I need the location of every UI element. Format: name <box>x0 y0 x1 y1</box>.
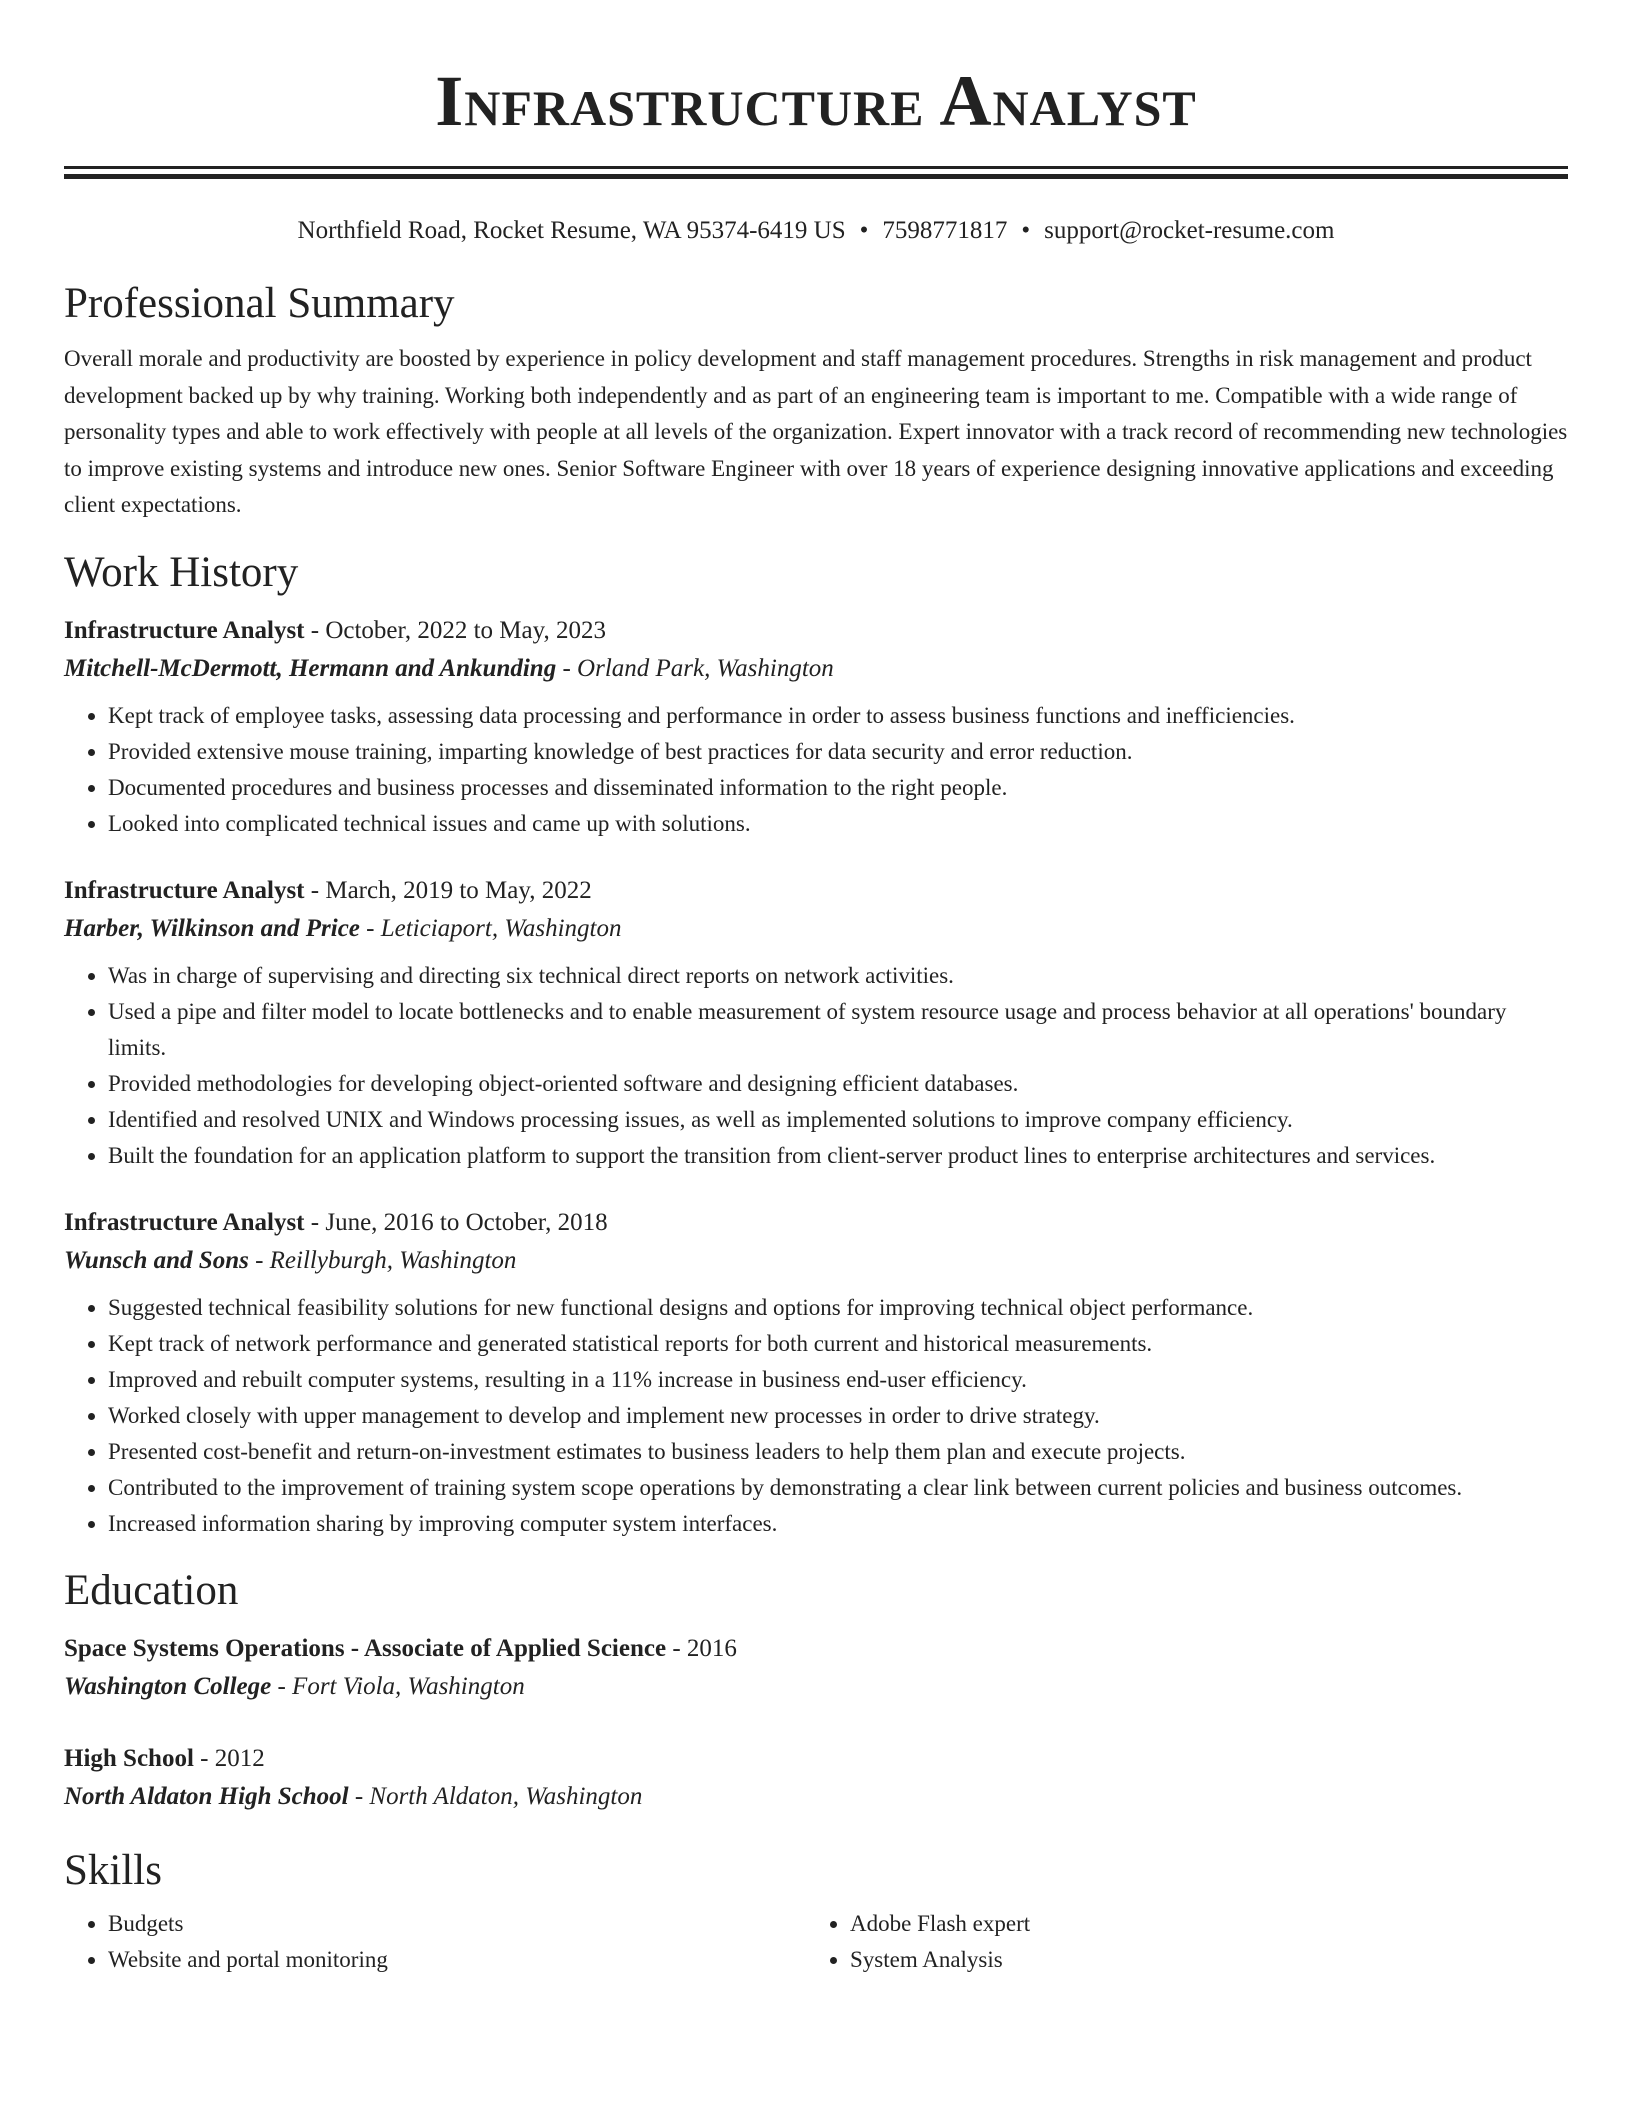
list-item: • Looked into complicated technical issues and came up with solutions. <box>108 806 1568 842</box>
list-item: • Kept track of employee tasks, assessing data processing and performance in order to assess business functions and inefficiencies. <box>108 698 1568 734</box>
skill-item: • Budgets <box>108 1906 806 1942</box>
list-item: • Documented procedures and business processes and disseminated information to the right people. <box>108 770 1568 806</box>
job-dates: - October, 2022 to May, 2023 <box>304 616 607 644</box>
job-location: - Reillyburgh, Washington <box>248 1246 517 1274</box>
list-item: • Built the foundation for an application platform to support the transition from client-server product lines to enterprise architectures and services. <box>108 1138 1568 1174</box>
skills-list-left <box>64 1906 806 1978</box>
job-company: Wunsch and Sons <box>64 1246 249 1274</box>
job-bullets <box>64 698 1568 842</box>
job-location: - Orland Park, Washington <box>556 654 834 682</box>
job-dates: - June, 2016 to October, 2018 <box>304 1208 608 1236</box>
list-item: • Increased information sharing by improving computer system interfaces. <box>108 1506 1568 1542</box>
education-entry <box>64 1630 1568 1706</box>
job-entry <box>64 872 1568 1174</box>
job-title-line <box>64 1204 1568 1242</box>
list-item: • Provided extensive mouse training, imparting knowledge of best practices for data security and error reduction. <box>108 734 1568 770</box>
skill-item: • System Analysis <box>850 1942 1548 1978</box>
education-degree-line <box>64 1630 1568 1668</box>
education-school: North Aldaton High School <box>64 1782 349 1810</box>
job-title-line <box>64 612 1568 650</box>
header-divider-thin <box>64 174 1568 179</box>
list-item: • Used a pipe and filter model to locate bottlenecks and to enable measurement of system resource usage and process behavior at all operations' boundary limits. <box>108 994 1568 1066</box>
contact-address: Northfield Road, Rocket Resume, WA 95374-6419 US <box>297 217 846 244</box>
list-item: • Presented cost-benefit and return-on-investment estimates to business leaders to help them plan and execute projects. <box>108 1434 1568 1470</box>
contact-separator: • <box>859 217 869 244</box>
job-title-line <box>64 872 1568 910</box>
list-item: • Worked closely with upper management to develop and implement new processes in order to drive strategy. <box>108 1398 1568 1434</box>
skills-heading: Skills <box>64 1846 162 1894</box>
contact-separator: • <box>1021 217 1031 244</box>
list-item: • Contributed to the improvement of training system scope operations by demonstrating a clear link between current policies and business outcomes. <box>108 1470 1568 1506</box>
contact-line <box>64 215 1568 247</box>
list-item: • Kept track of network performance and generated statistical reports for both current and historical measurements. <box>108 1326 1568 1362</box>
job-role: Infrastructure Analyst <box>64 616 305 644</box>
list-item: • Suggested technical feasibility solutions for new functional designs and options for improving technical object performance. <box>108 1290 1568 1326</box>
job-location: - Leticiaport, Washington <box>359 914 622 942</box>
skill-item: • Website and portal monitoring <box>108 1942 806 1978</box>
candidate-name: Infrastructure Analyst <box>435 61 1197 141</box>
list-item: • Provided methodologies for developing object-oriented software and designing efficient databases. <box>108 1066 1568 1102</box>
education-year: - 2012 <box>193 1744 265 1772</box>
skill-item: • Adobe Flash expert <box>850 1906 1548 1942</box>
education-heading: Education <box>64 1566 239 1614</box>
job-company: Harber, Wilkinson and Price <box>64 914 360 942</box>
summary-text: Overall morale and productivity are boosted by experience in policy development and staff management procedures. Strengths in risk management and product development backed up by why training. Working both independently and as part of an engineering team is important to me. Compatible with a wide range of personality types and able to work effectively with people at all levels of the organization. Expert innovator with a track record of recommending new technologies to improve existing systems and introduce new ones. Senior Software Engineer with over 18 years of experience designing innovative applications and exceeding client expectations. <box>64 346 1568 517</box>
list-item: • Was in charge of supervising and directing six technical direct reports on network activities. <box>108 958 1568 994</box>
job-role: Infrastructure Analyst <box>64 1208 305 1236</box>
job-company: Mitchell-McDermott, Hermann and Ankunding <box>64 654 557 682</box>
skills-list-right <box>806 1906 1548 1978</box>
list-item: • Improved and rebuilt computer systems, resulting in a 11% increase in business end-user efficiency. <box>108 1362 1568 1398</box>
education-school-line <box>64 1668 1568 1706</box>
education-entry <box>64 1740 1568 1816</box>
education-location: - Fort Viola, Washington <box>271 1672 525 1700</box>
education-degree-line <box>64 1740 1568 1778</box>
header-divider-thick <box>64 166 1568 169</box>
summary-heading: Professional Summary <box>64 280 455 327</box>
education-school-line <box>64 1778 1568 1816</box>
job-bullets <box>64 958 1568 1174</box>
job-role: Infrastructure Analyst <box>64 876 305 904</box>
job-entry <box>64 612 1568 842</box>
education-location: - North Aldaton, Washington <box>348 1782 643 1810</box>
education-degree: Space Systems Operations - Associate of Applied Science <box>64 1634 667 1662</box>
job-dates: - March, 2019 to May, 2022 <box>304 876 592 904</box>
job-company-line <box>64 910 1568 948</box>
skills-columns <box>64 1906 1568 1978</box>
job-entry <box>64 1204 1568 1542</box>
education-year: - 2016 <box>666 1634 737 1662</box>
job-company-line <box>64 650 1568 688</box>
job-bullets <box>64 1290 1568 1542</box>
education-degree: High School <box>64 1744 194 1772</box>
contact-email: support@rocket-resume.com <box>1044 217 1335 244</box>
job-company-line <box>64 1242 1568 1280</box>
contact-phone: 7598771817 <box>882 217 1008 244</box>
education-school: Washington College <box>64 1672 272 1700</box>
list-item: • Identified and resolved UNIX and Windows processing issues, as well as implemented solutions to improve company efficiency. <box>108 1102 1568 1138</box>
work-history-heading: Work History <box>64 548 299 596</box>
